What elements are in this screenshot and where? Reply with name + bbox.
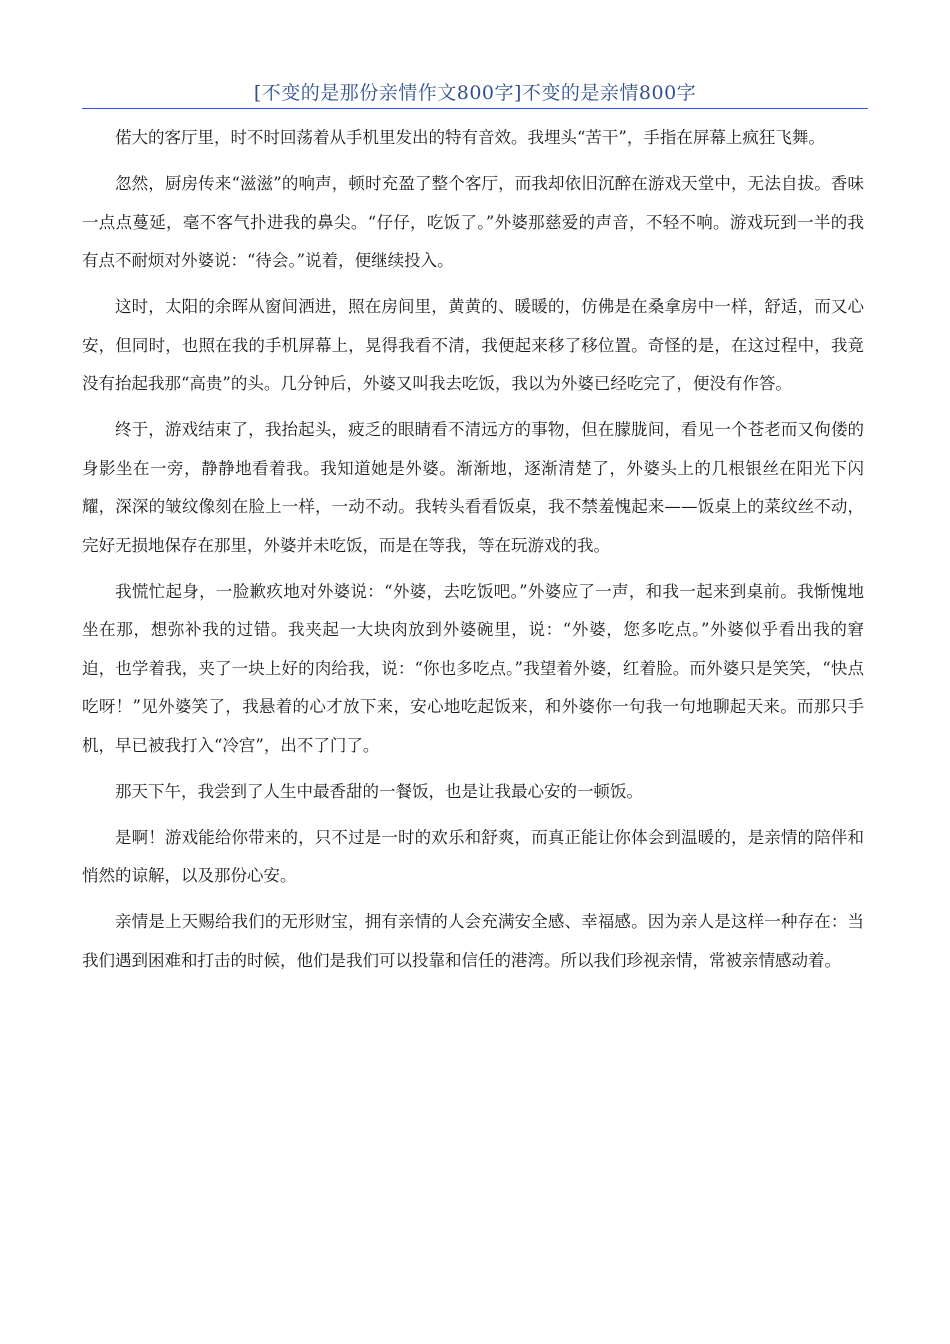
paragraph-8: 亲情是上天赐给我们的无形财宝，拥有亲情的人会充满安全感、幸福感。因为亲人是这样一种存在：当我们遇到困难和打击的时候，他们是我们可以投靠和信任的港湾。所以我们珍视亲情，常被亲情感动着。 bbox=[82, 912, 864, 970]
paragraph-7: 是啊！游戏能给你带来的，只不过是一时的欢乐和舒爽，而真正能让你体会到温暖的，是亲情的陪伴和悄然的谅解，以及那份心安。 bbox=[82, 827, 864, 885]
paragraph-4: 终于，游戏结束了，我抬起头，疲乏的眼睛看不清远方的事物，但在朦胧间，看见一个苍老而又佝偻的身影坐在一旁，静静地看着我。我知道她是外婆。渐渐地，逐渐清楚了，外婆头上的几根银丝在阳光下闪耀，深深的皱纹像刻在脸上一样，一动不动。我转头看看饭桌，我不禁羞愧起来——饭桌上的菜纹丝不动，完好无损地保存在那里，外婆并未吃饭，而是在等我，等在玩游戏的我。 bbox=[82, 420, 864, 555]
document-body bbox=[82, 119, 864, 988]
paragraph-5: 我慌忙起身，一脸歉疚地对外婆说：“外婆，去吃饭吧。”外婆应了一声，和我一起来到桌前。我惭愧地坐在那，想弥补我的过错。我夹起一大块肉放到外婆碗里，说：“外婆，您多吃点。”外婆似乎看出我的窘迫，也学着我，夹了一块上好的肉给我，说：“你也多吃点。”我望着外婆，红着脸。而外婆只是笑笑，“快点吃呀！”见外婆笑了，我悬着的心才放下来，安心地吃起饭来，和外婆你一句我一句地聊起天来。而那只手机，早已被我打入“冷宫”，出不了门了。 bbox=[82, 581, 864, 755]
document-title: [不变的是那份亲情作文800字]不变的是亲情800字 bbox=[253, 82, 697, 104]
title-underline bbox=[82, 108, 868, 109]
paragraph-2: 忽然，厨房传来“滋滋”的响声，顿时充盈了整个客厅，而我却依旧沉醉在游戏天堂中，无法自拔。香味一点点蔓延，毫不客气扑进我的鼻尖。“仔仔，吃饭了。”外婆那慈爱的声音，不轻不响。游戏玩到一半的我有点不耐烦对外婆说：“待会。”说着，便继续投入。 bbox=[82, 174, 864, 270]
paragraph-3: 这时，太阳的余晖从窗间洒进，照在房间里，黄黄的、暖暖的，仿佛是在桑拿房中一样，舒适，而又心安，但同时，也照在我的手机屏幕上，晃得我看不清，我便起来移了移位置。奇怪的是，在这过程中，我竟没有抬起我那“高贵”的头。几分钟后，外婆又叫我去吃饭，我以为外婆已经吃完了，便没有作答。 bbox=[82, 297, 864, 393]
paragraph-6: 那天下午，我尝到了人生中最香甜的一餐饭，也是让我最心安的一顿饭。 bbox=[115, 781, 643, 801]
paragraph-1: 偌大的客厅里，时不时回荡着从手机里发出的特有音效。我埋头“苦干”，手指在屏幕上疯狂飞舞。 bbox=[115, 128, 825, 147]
